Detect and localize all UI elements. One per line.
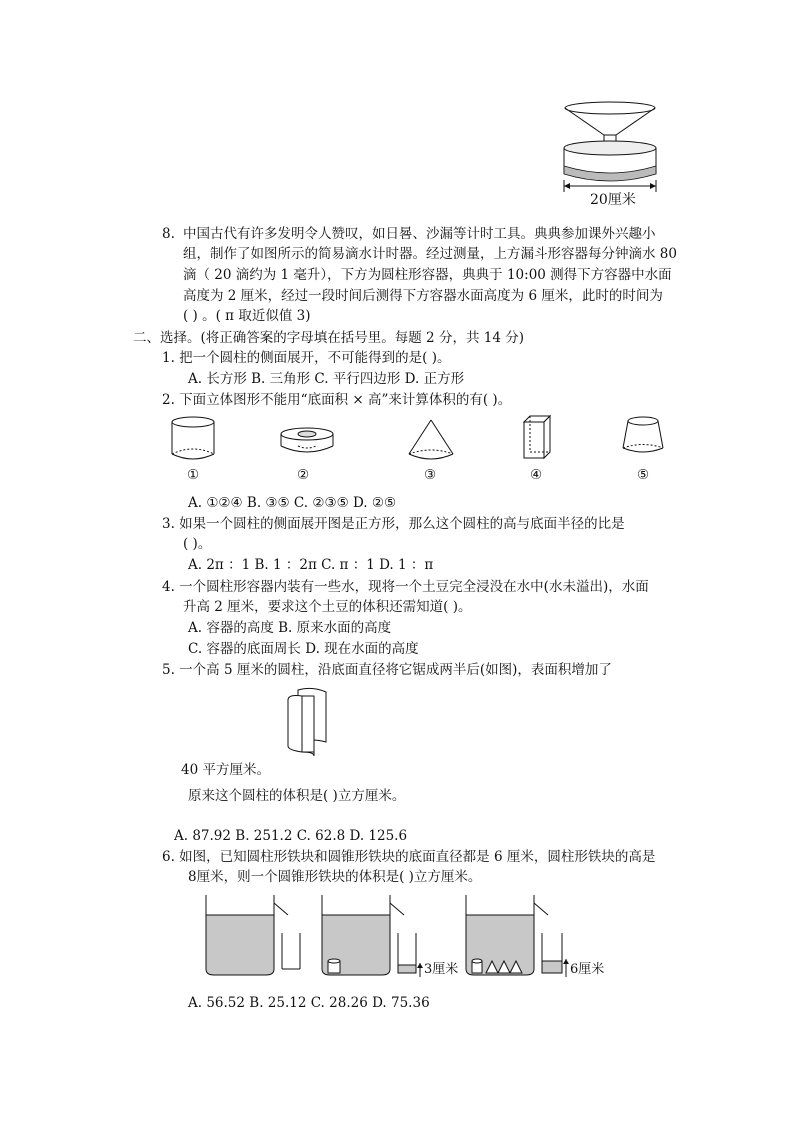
q4-options: C. 容器的底面周长 D. 现在水面的高度 [188,641,419,657]
q3-options: A. 2π ：1 B. 1 ：2π C. π ：1 D. 1 ：π [188,557,434,573]
q2-options: A. ①②④ B. ③⑤ C. ②③⑤ D. ②⑤ [188,495,397,511]
q4-options: A. 容器的高度 B. 原来水面的高度 [188,620,392,636]
cylinder-shape [168,414,218,464]
q5-stem: 5. 一个高 5 厘米的圆柱，沿底面直径将它锯成两半后(如图)，表面积增加了 [162,662,612,678]
q8-line: 组，制作了如图所示的简易滴水计时器。经过测量，上方漏斗形容器每分钟滴水 80 [183,246,677,262]
container-figure-1 [204,893,304,983]
cuboid-shape [520,414,556,462]
q8-line: 中国古代有许多发明令人赞叹，如日晷、沙漏等计时工具。典典参加课外兴趣小 [183,226,656,242]
q8-line: 高度为 2 厘米，经过一段时间后测得下方容器水面高度为 6 厘米，此时的时间为 [183,288,663,304]
shape-label: ③ [424,467,437,483]
measure-label: 3厘米 [424,962,459,977]
container-figure-2 [320,893,430,983]
q1-options: A. 长方形 B. 三角形 C. 平行四边形 D. 正方形 [188,371,465,387]
shape-label: ① [187,467,200,483]
shape-label: ⑤ [637,467,650,483]
question-number: 8. [162,226,175,242]
q5-ask: 原来这个圆柱的体积是( )立方厘米。 [188,788,406,804]
q4-stem: 升高 2 厘米，要求这个土豆的体积还需知道( )。 [183,599,472,615]
q6-options: A. 56.52 B. 25.12 C. 28.26 D. 75.36 [188,995,430,1011]
q2-stem: 2. 下面立体图形不能用“底面积 × 高”来计算体积的有( )。 [162,392,512,408]
split-cylinder-figure [284,686,332,758]
container-figure-3 [464,893,574,983]
q8-line: 滴（ 20 滴约为 1 毫升），下方为圆柱形容器，典典于 10:00 测得下方容器中水面 [183,267,672,283]
frustum-shape [620,414,666,458]
section-heading: 二、选择。(将正确答案的字母填在括号里。每题 2 分，共 14 分) [133,330,524,346]
q6-stem: 6. 如图，已知圆柱形铁块和圆锥形铁块的底面直径都是 6 厘米，圆柱形铁块的高是 [162,849,656,865]
q8-line: ( ) 。( π 取近似值 3) [183,308,311,324]
q1-stem: 1. 把一个圆柱的侧面展开，不可能得到的是( )。 [162,350,451,366]
ring-shape [278,426,336,456]
q5-stem-cont: 40 平方厘米。 [181,762,270,778]
shape-label: ④ [530,467,543,483]
q3-stem: 3. 如果一个圆柱的侧面展开图是正方形，那么这个圆柱的高与底面半径的比是 [162,516,625,532]
measure-label: 6厘米 [570,962,605,977]
q3-blank: ( )。 [183,536,212,552]
q4-stem: 4. 一个圆柱形容器内装有一些水，现将一个土豆完全浸没在水中(水未溢出)，水面 [162,579,649,595]
dimension-label: 20厘米 [590,192,636,208]
shape-label: ② [297,467,310,483]
cone-shape [406,418,456,462]
q5-options: A. 87.92 B. 251.2 C. 62.8 D. 125.6 [174,828,408,844]
q6-stem: 8厘米，则一个圆锥形铁块的体积是( )立方厘米。 [188,869,482,885]
